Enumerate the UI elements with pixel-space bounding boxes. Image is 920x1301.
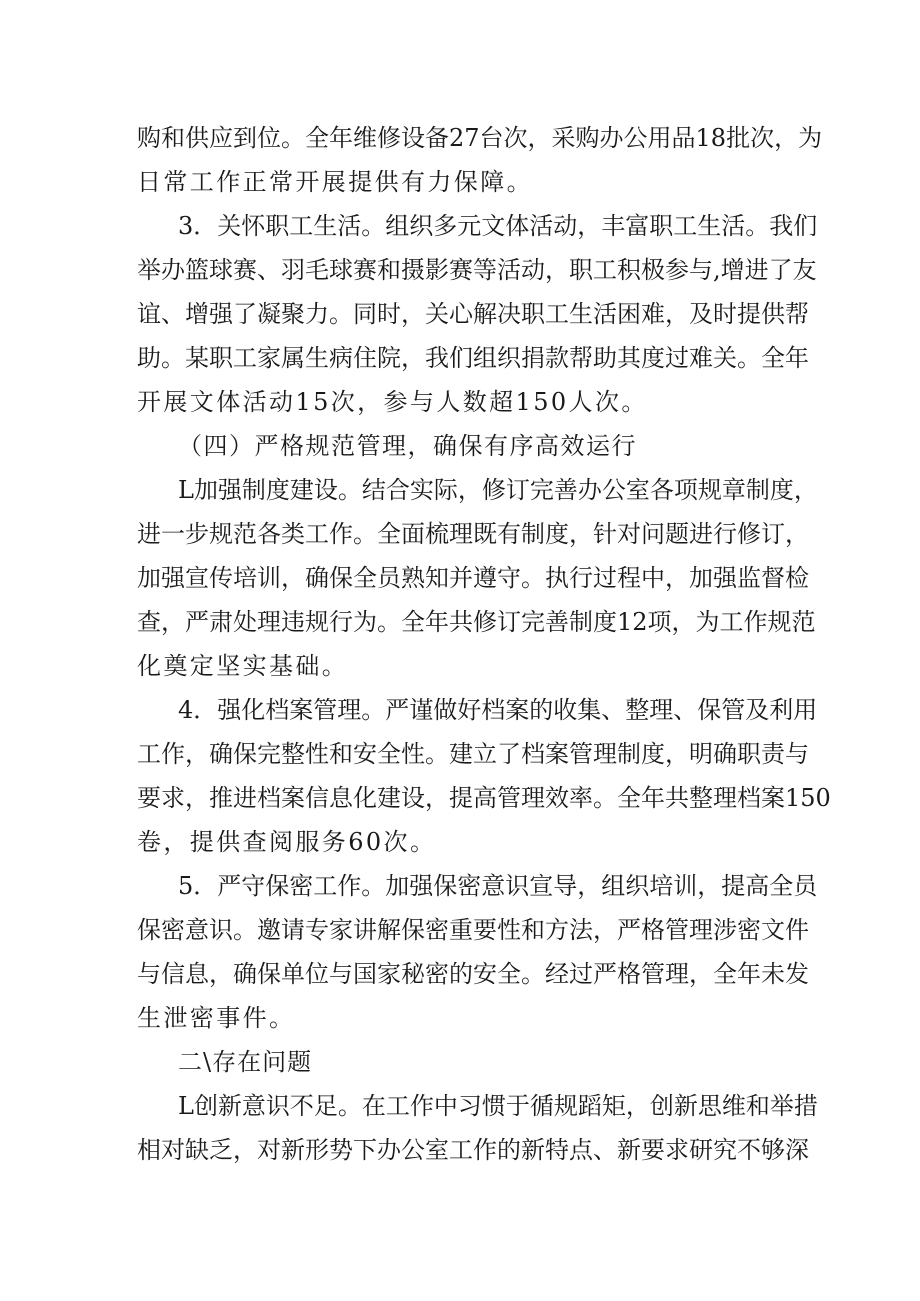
paragraph-line: 谊、增强了凝聚力。同时，关心解决职工生活困难，及时提供帮 xyxy=(137,300,809,328)
paragraph-line: L创新意识不足。在工作中习惯于循规蹈矩，创新思维和举措 xyxy=(178,1092,818,1120)
paragraph-line: 保密意识。邀请专家讲解保密重要性和方法，严格管理涉密文件 xyxy=(137,916,809,944)
paragraph-line: 日常工作正常开展提供有力保障。 xyxy=(137,168,533,196)
section-heading: （四）严格规范管理，确保有序高效运行 xyxy=(178,432,637,460)
paragraph-line: 5．严守保密工作。加强保密意识宣导，组织培训，提高全员 xyxy=(178,872,818,900)
paragraph-line: 举办篮球赛、羽毛球赛和摄影赛等活动，职工积极参与,增进了友 xyxy=(137,256,817,284)
paragraph-line: 购和供应到位。全年维修设备27台次，采购办公用品18批次，为 xyxy=(137,124,823,152)
paragraph-line: 要求，推进档案信息化建设，提高管理效率。全年共整理档案150 xyxy=(137,784,831,812)
section-heading: 二\存在问题 xyxy=(178,1048,313,1076)
paragraph-line: 工作，确保完整性和安全性。建立了档案管理制度，明确职责与 xyxy=(137,740,809,768)
paragraph-line: 相对缺乏，对新形势下办公室工作的新特点、新要求研究不够深 xyxy=(137,1136,809,1164)
paragraph-line: 卷，提供查阅服务60次。 xyxy=(137,828,437,856)
paragraph-line: 与信息，确保单位与国家秘密的安全。经过严格管理，全年未发 xyxy=(137,960,809,988)
paragraph-line: 助。某职工家属生病住院，我们组织捐款帮助其度过难关。全年 xyxy=(137,344,809,372)
paragraph-line: L加强制度建设。结合实际，修订完善办公室各项规章制度， xyxy=(178,476,818,504)
paragraph-line: 加强宣传培训，确保全员熟知并遵守。执行过程中，加强监督检 xyxy=(137,564,809,592)
paragraph-line: 开展文体活动15次，参与人数超150人次。 xyxy=(137,388,648,416)
paragraph-line: 4．强化档案管理。严谨做好档案的收集、整理、保管及利用 xyxy=(178,696,818,724)
paragraph-line: 化奠定坚实基础。 xyxy=(137,652,349,680)
paragraph-line: 进一步规范各类工作。全面梳理既有制度，针对问题进行修订， xyxy=(137,520,809,548)
paragraph-line: 3．关怀职工生活。组织多元文体活动，丰富职工生活。我们 xyxy=(178,212,818,240)
paragraph-line: 生泄密事件。 xyxy=(137,1004,296,1032)
paragraph-line: 查，严肃处理违规行为。全年共修订完善制度12项，为工作规范 xyxy=(137,608,816,636)
